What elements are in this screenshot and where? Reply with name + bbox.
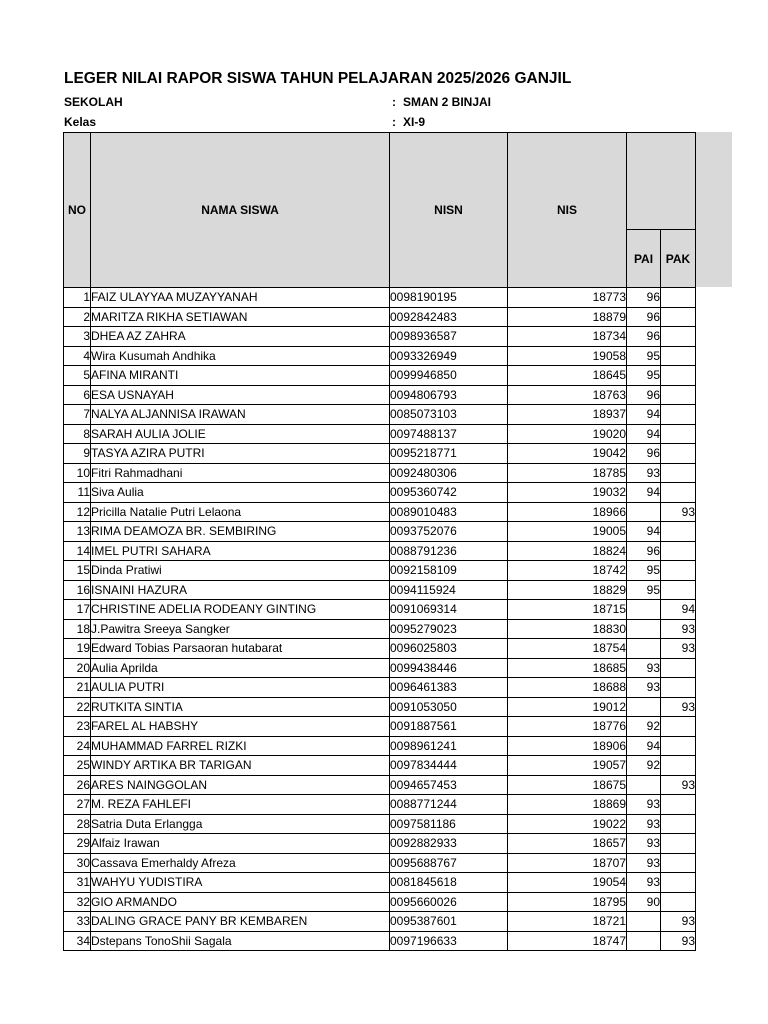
cell-nis: 19054	[508, 873, 627, 893]
table-row	[64, 834, 696, 854]
cell-no: 27	[64, 795, 91, 815]
cell-nisn: 0088771244	[390, 795, 508, 815]
table-row	[64, 697, 696, 717]
cell-nis: 18763	[508, 385, 627, 405]
cell-nama-siswa: Edward Tobias Parsaoran hutabarat	[91, 639, 390, 659]
cell-pai: 94	[627, 736, 661, 756]
cell-pai: 96	[627, 541, 661, 561]
cell-nis: 19022	[508, 814, 627, 834]
cell-nis: 19012	[508, 697, 627, 717]
cell-nisn: 0097834444	[390, 756, 508, 776]
cell-no: 14	[64, 541, 91, 561]
cell-nis: 18688	[508, 678, 627, 698]
cell-no: 34	[64, 931, 91, 951]
cell-pai: 92	[627, 717, 661, 737]
cell-nama-siswa: FAREL AL HABSHY	[91, 717, 390, 737]
cell-nisn: 0093752076	[390, 522, 508, 542]
cell-no: 24	[64, 736, 91, 756]
cell-nisn: 0088791236	[390, 541, 508, 561]
table-row	[64, 775, 696, 795]
cell-pai: 93	[627, 463, 661, 483]
cell-nis: 18785	[508, 463, 627, 483]
cell-nis: 18879	[508, 307, 627, 327]
cell-nisn: 0092882933	[390, 834, 508, 854]
cell-no: 5	[64, 366, 91, 386]
cell-no: 25	[64, 756, 91, 776]
cell-nama-siswa: ESA USNAYAH	[91, 385, 390, 405]
cell-no: 26	[64, 775, 91, 795]
cell-pak	[661, 658, 696, 678]
cell-no: 19	[64, 639, 91, 659]
table-row	[64, 892, 696, 912]
cell-nis: 19020	[508, 424, 627, 444]
cell-pai	[627, 639, 661, 659]
cell-nama-siswa: WAHYU YUDISTIRA	[91, 873, 390, 893]
cell-nis: 18829	[508, 580, 627, 600]
cell-nama-siswa: MARITZA RIKHA SETIAWAN	[91, 307, 390, 327]
table-row	[64, 717, 696, 737]
cell-no: 9	[64, 444, 91, 464]
cell-pai: 95	[627, 561, 661, 581]
cell-nis: 19057	[508, 756, 627, 776]
cell-nama-siswa: M. REZA FAHLEFI	[91, 795, 390, 815]
cell-nama-siswa: Fitri Rahmadhani	[91, 463, 390, 483]
cell-nisn: 0085073103	[390, 405, 508, 425]
cell-nis: 18937	[508, 405, 627, 425]
cell-nis: 19032	[508, 483, 627, 503]
cell-nama-siswa: Dstepans TonoShii Sagala	[91, 931, 390, 951]
cell-nama-siswa: MUHAMMAD FARREL RIZKI	[91, 736, 390, 756]
cell-nisn: 0092842483	[390, 307, 508, 327]
cell-nis: 18685	[508, 658, 627, 678]
cell-pai: 93	[627, 873, 661, 893]
table-row	[64, 366, 696, 386]
cell-nisn: 0094657453	[390, 775, 508, 795]
cell-no: 31	[64, 873, 91, 893]
cell-nama-siswa: Alfaiz Irawan	[91, 834, 390, 854]
table-row	[64, 873, 696, 893]
cell-nis: 18715	[508, 600, 627, 620]
cell-no: 16	[64, 580, 91, 600]
col-header-pai: PAI	[627, 230, 661, 288]
table-row	[64, 814, 696, 834]
cell-no: 18	[64, 619, 91, 639]
cell-no: 23	[64, 717, 91, 737]
cell-nis: 18721	[508, 912, 627, 932]
cell-pak	[661, 541, 696, 561]
cell-pai: 93	[627, 853, 661, 873]
cell-pak	[661, 892, 696, 912]
cell-nama-siswa: WINDY ARTIKA BR TARIGAN	[91, 756, 390, 776]
cell-pai	[627, 775, 661, 795]
cell-nisn: 0093326949	[390, 346, 508, 366]
cell-nama-siswa: ARES NAINGGOLAN	[91, 775, 390, 795]
cell-pak	[661, 814, 696, 834]
cell-nama-siswa: Cassava Emerhaldy Afreza	[91, 853, 390, 873]
cell-nis: 18707	[508, 853, 627, 873]
subject-group-header	[627, 133, 696, 230]
cell-nisn: 0092158109	[390, 561, 508, 581]
cell-pak: 93	[661, 912, 696, 932]
cell-no: 11	[64, 483, 91, 503]
col-header-nisn: NISN	[390, 133, 508, 288]
cell-pak: 93	[661, 931, 696, 951]
cell-pai: 93	[627, 814, 661, 834]
cell-nis: 18869	[508, 795, 627, 815]
sekolah-value: SMAN 2 BINJAI	[403, 95, 492, 109]
kelas-label: Kelas	[64, 115, 97, 129]
cell-nisn: 0089010483	[390, 502, 508, 522]
cell-pai: 95	[627, 580, 661, 600]
table-body	[64, 288, 696, 951]
cell-nama-siswa: CHRISTINE ADELIA RODEANY GINTING	[91, 600, 390, 620]
cell-nis: 18645	[508, 366, 627, 386]
table-row	[64, 346, 696, 366]
cell-pak: 93	[661, 775, 696, 795]
table-row	[64, 385, 696, 405]
cell-nisn: 0098936587	[390, 327, 508, 347]
table-row	[64, 853, 696, 873]
cell-nisn: 0094115924	[390, 580, 508, 600]
cell-nisn: 0095218771	[390, 444, 508, 464]
cell-nama-siswa: NALYA ALJANNISA IRAWAN	[91, 405, 390, 425]
cell-nis: 18830	[508, 619, 627, 639]
cell-nama-siswa: DHEA AZ ZAHRA	[91, 327, 390, 347]
cell-pai: 93	[627, 834, 661, 854]
cell-pak	[661, 736, 696, 756]
cell-nisn: 0098961241	[390, 736, 508, 756]
col-header-nama: NAMA SISWA	[91, 133, 390, 288]
cell-nisn: 0095660026	[390, 892, 508, 912]
table-row	[64, 639, 696, 659]
cell-pak	[661, 366, 696, 386]
cell-nisn: 0098190195	[390, 288, 508, 308]
table-row	[64, 795, 696, 815]
cell-pai: 96	[627, 385, 661, 405]
cell-no: 2	[64, 307, 91, 327]
col-header-nis: NIS	[508, 133, 627, 288]
table-row	[64, 600, 696, 620]
cell-nisn: 0096025803	[390, 639, 508, 659]
sekolah-label: SEKOLAH	[64, 95, 123, 109]
cell-nama-siswa: FAIZ ULAYYAA MUZAYYANAH	[91, 288, 390, 308]
cell-nama-siswa: RIMA DEAMOZA BR. SEMBIRING	[91, 522, 390, 542]
table-row	[64, 580, 696, 600]
cell-pak	[661, 424, 696, 444]
cell-no: 17	[64, 600, 91, 620]
table-row	[64, 541, 696, 561]
table-row	[64, 502, 696, 522]
cell-nisn: 0095279023	[390, 619, 508, 639]
cell-nis: 18776	[508, 717, 627, 737]
table-header	[64, 133, 696, 288]
cell-pai	[627, 912, 661, 932]
cell-nis: 18966	[508, 502, 627, 522]
cell-nisn: 0094806793	[390, 385, 508, 405]
leger-table	[63, 132, 696, 951]
cell-nisn: 0095360742	[390, 483, 508, 503]
table-row	[64, 619, 696, 639]
cell-pak	[661, 307, 696, 327]
cell-pai: 94	[627, 405, 661, 425]
cell-nama-siswa: Pricilla Natalie Putri Lelaona	[91, 502, 390, 522]
cell-nama-siswa: J.Pawitra Sreeya Sangker	[91, 619, 390, 639]
cell-pai: 94	[627, 522, 661, 542]
table-row	[64, 678, 696, 698]
cell-pai: 96	[627, 307, 661, 327]
cell-nisn: 0081845618	[390, 873, 508, 893]
cell-nama-siswa: Wira Kusumah Andhika	[91, 346, 390, 366]
cell-nisn: 0097196633	[390, 931, 508, 951]
cell-pak	[661, 756, 696, 776]
cell-no: 33	[64, 912, 91, 932]
cell-pak	[661, 678, 696, 698]
cell-no: 1	[64, 288, 91, 308]
table-row	[64, 483, 696, 503]
cell-nisn: 0099438446	[390, 658, 508, 678]
cell-nis: 18675	[508, 775, 627, 795]
cell-no: 7	[64, 405, 91, 425]
table-row	[64, 424, 696, 444]
page-title: LEGER NILAI RAPOR SISWA TAHUN PELAJARAN 2025/2026 GANJIL	[64, 70, 572, 87]
header-gray-extension	[696, 132, 732, 287]
cell-pak	[661, 873, 696, 893]
table-row	[64, 912, 696, 932]
cell-pai: 93	[627, 658, 661, 678]
cell-nama-siswa: TASYA AZIRA PUTRI	[91, 444, 390, 464]
table-row	[64, 463, 696, 483]
cell-nama-siswa: SARAH AULIA JOLIE	[91, 424, 390, 444]
cell-no: 22	[64, 697, 91, 717]
table-row	[64, 931, 696, 951]
cell-nama-siswa: AFINA MIRANTI	[91, 366, 390, 386]
cell-no: 10	[64, 463, 91, 483]
cell-nisn: 0091069314	[390, 600, 508, 620]
cell-nisn: 0092480306	[390, 463, 508, 483]
cell-nis: 18734	[508, 327, 627, 347]
cell-nis: 19042	[508, 444, 627, 464]
cell-pai: 96	[627, 444, 661, 464]
cell-pak: 93	[661, 502, 696, 522]
cell-nisn: 0097581186	[390, 814, 508, 834]
cell-nama-siswa: DALING GRACE PANY BR KEMBAREN	[91, 912, 390, 932]
cell-pai: 95	[627, 366, 661, 386]
kelas-separator: :	[392, 115, 396, 129]
cell-nama-siswa: GIO ARMANDO	[91, 892, 390, 912]
cell-nis: 18906	[508, 736, 627, 756]
cell-nama-siswa: ISNAINI HAZURA	[91, 580, 390, 600]
cell-pai	[627, 502, 661, 522]
cell-nisn: 0091887561	[390, 717, 508, 737]
table-row	[64, 756, 696, 776]
cell-nisn: 0099946850	[390, 366, 508, 386]
cell-no: 4	[64, 346, 91, 366]
cell-nis: 18742	[508, 561, 627, 581]
cell-nisn: 0096461383	[390, 678, 508, 698]
cell-nis: 19005	[508, 522, 627, 542]
cell-no: 29	[64, 834, 91, 854]
cell-nisn: 0097488137	[390, 424, 508, 444]
cell-nama-siswa: Satria Duta Erlangga	[91, 814, 390, 834]
cell-no: 13	[64, 522, 91, 542]
cell-no: 12	[64, 502, 91, 522]
cell-pai	[627, 600, 661, 620]
cell-nama-siswa: AULIA PUTRI	[91, 678, 390, 698]
cell-pai: 90	[627, 892, 661, 912]
cell-pak	[661, 405, 696, 425]
cell-no: 20	[64, 658, 91, 678]
cell-pai	[627, 931, 661, 951]
cell-nis: 18773	[508, 288, 627, 308]
cell-nama-siswa: Siva Aulia	[91, 483, 390, 503]
table-row	[64, 307, 696, 327]
cell-pak: 93	[661, 619, 696, 639]
cell-pak	[661, 522, 696, 542]
cell-nisn: 0095688767	[390, 853, 508, 873]
cell-pak: 93	[661, 697, 696, 717]
cell-pai: 95	[627, 346, 661, 366]
kelas-value: XI-9	[403, 115, 426, 129]
cell-pak	[661, 385, 696, 405]
cell-pak	[661, 444, 696, 464]
cell-no: 6	[64, 385, 91, 405]
cell-pak	[661, 853, 696, 873]
cell-no: 15	[64, 561, 91, 581]
cell-pak	[661, 346, 696, 366]
cell-no: 30	[64, 853, 91, 873]
cell-pak	[661, 463, 696, 483]
cell-pak: 93	[661, 639, 696, 659]
cell-pai: 96	[627, 288, 661, 308]
cell-pai: 94	[627, 483, 661, 503]
cell-pai: 94	[627, 424, 661, 444]
cell-nama-siswa: RUTKITA SINTIA	[91, 697, 390, 717]
table-row	[64, 405, 696, 425]
cell-pai: 92	[627, 756, 661, 776]
cell-no: 28	[64, 814, 91, 834]
cell-pak	[661, 795, 696, 815]
cell-pai: 93	[627, 795, 661, 815]
col-header-no: NO	[64, 133, 91, 288]
cell-nis: 18824	[508, 541, 627, 561]
table-row	[64, 444, 696, 464]
cell-pak	[661, 288, 696, 308]
cell-nis: 19058	[508, 346, 627, 366]
cell-nisn: 0091053050	[390, 697, 508, 717]
cell-pai: 96	[627, 327, 661, 347]
table-row	[64, 288, 696, 308]
cell-pak	[661, 580, 696, 600]
cell-nis: 18795	[508, 892, 627, 912]
cell-pak	[661, 717, 696, 737]
cell-nama-siswa: Dinda Pratiwi	[91, 561, 390, 581]
table-row	[64, 522, 696, 542]
table-row	[64, 327, 696, 347]
cell-no: 32	[64, 892, 91, 912]
cell-pak	[661, 483, 696, 503]
cell-nis: 18747	[508, 931, 627, 951]
cell-nis: 18754	[508, 639, 627, 659]
cell-pak	[661, 561, 696, 581]
sekolah-separator: :	[392, 95, 396, 109]
cell-nama-siswa: Aulia Aprilda	[91, 658, 390, 678]
cell-pai	[627, 697, 661, 717]
cell-pak	[661, 327, 696, 347]
cell-no: 3	[64, 327, 91, 347]
cell-pak	[661, 834, 696, 854]
table-row	[64, 736, 696, 756]
table-row	[64, 658, 696, 678]
cell-nisn: 0095387601	[390, 912, 508, 932]
col-header-pak: PAK	[661, 230, 696, 288]
cell-no: 8	[64, 424, 91, 444]
cell-pai: 93	[627, 678, 661, 698]
cell-nama-siswa: IMEL PUTRI SAHARA	[91, 541, 390, 561]
cell-pak: 94	[661, 600, 696, 620]
cell-nis: 18657	[508, 834, 627, 854]
table-row	[64, 561, 696, 581]
cell-no: 21	[64, 678, 91, 698]
cell-pai	[627, 619, 661, 639]
